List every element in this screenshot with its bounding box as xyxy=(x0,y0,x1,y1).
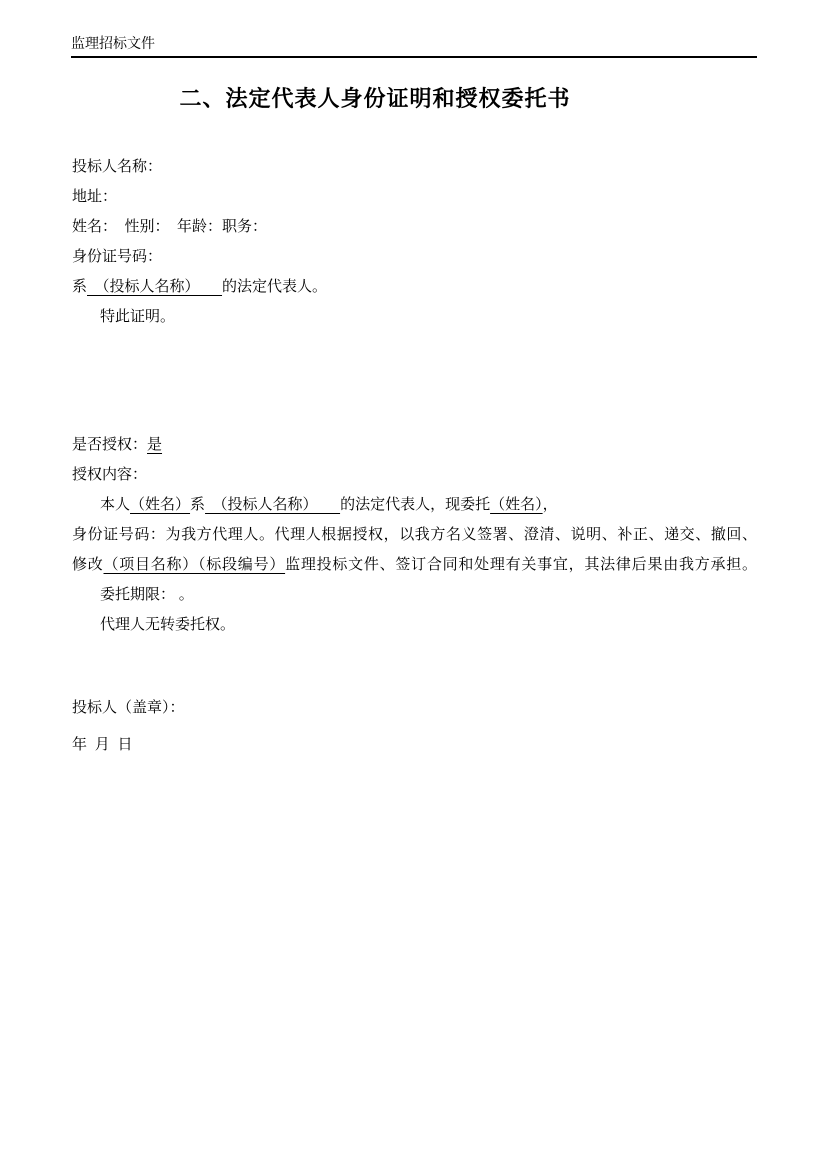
scope-part1: 修改 xyxy=(72,557,104,573)
scope-text-1: 身份证号码：为我方代理人。代理人根据授权，以我方名义签署、澄清、说明、补正、递交、撤回、 xyxy=(72,527,757,543)
bidder-seal-label: 投标人（盖章）： xyxy=(72,700,185,716)
person-info-line xyxy=(72,212,757,242)
authorize-line xyxy=(72,430,757,460)
document-body xyxy=(72,152,757,760)
bidder-name-blank: （投标人名称） xyxy=(87,279,223,295)
scope-part2: 监理投标文件、签订合同和处理有关事宜，其法律后果由我方承担。 xyxy=(285,557,757,573)
scope-line-1 xyxy=(72,520,757,550)
address-label: 地址： xyxy=(72,189,118,205)
auth-content-line xyxy=(72,460,757,490)
legal-rep-suffix: 的法定代表人。 xyxy=(222,279,328,295)
bidder-seal-line xyxy=(72,693,757,723)
date-line xyxy=(72,730,757,760)
bidder-name-blank-2: （投标人名称） xyxy=(205,497,341,513)
no-transfer-text: 代理人无转委托权。 xyxy=(100,617,236,633)
delegate-line xyxy=(72,490,757,520)
no-transfer-line xyxy=(72,610,757,640)
delegate-part1: 本人 xyxy=(100,497,131,513)
project-section-blank: （项目名称）（标段编号） xyxy=(103,557,286,573)
delegate-part4: ， xyxy=(542,497,558,513)
delegate-part3: 的法定代表人，现委托 xyxy=(340,497,491,513)
header-text: 监理招标文件 xyxy=(71,37,155,52)
id-number-label: 身份证号码： xyxy=(72,249,163,265)
authorize-label: 是否授权： xyxy=(72,437,148,453)
legal-rep-prefix: 系 xyxy=(72,279,88,295)
attest-line xyxy=(72,302,757,332)
id-number-line xyxy=(72,242,757,272)
term-label: 委托期限： 。 xyxy=(100,587,194,603)
date-text: 年 月 日 xyxy=(72,737,135,753)
document-header xyxy=(71,38,757,58)
principal-name-blank: （姓名） xyxy=(130,497,191,513)
delegate-part2: 系 xyxy=(190,497,206,513)
auth-content-label: 授权内容： xyxy=(72,467,148,483)
agent-name-blank: （姓名） xyxy=(490,497,543,513)
attest-text: 特此证明。 xyxy=(100,309,176,325)
bidder-name-label: 投标人名称： xyxy=(72,159,163,175)
legal-rep-line xyxy=(72,272,757,302)
bidder-name-line xyxy=(72,152,757,182)
person-info-labels: 姓名： 性别： 年龄：职务： xyxy=(72,219,268,235)
address-line xyxy=(72,182,757,212)
authorize-value: 是 xyxy=(147,437,163,453)
term-line xyxy=(72,580,757,610)
page-title: 二、法定代表人身份证明和授权委托书 xyxy=(179,86,571,111)
scope-line-2 xyxy=(72,550,757,580)
